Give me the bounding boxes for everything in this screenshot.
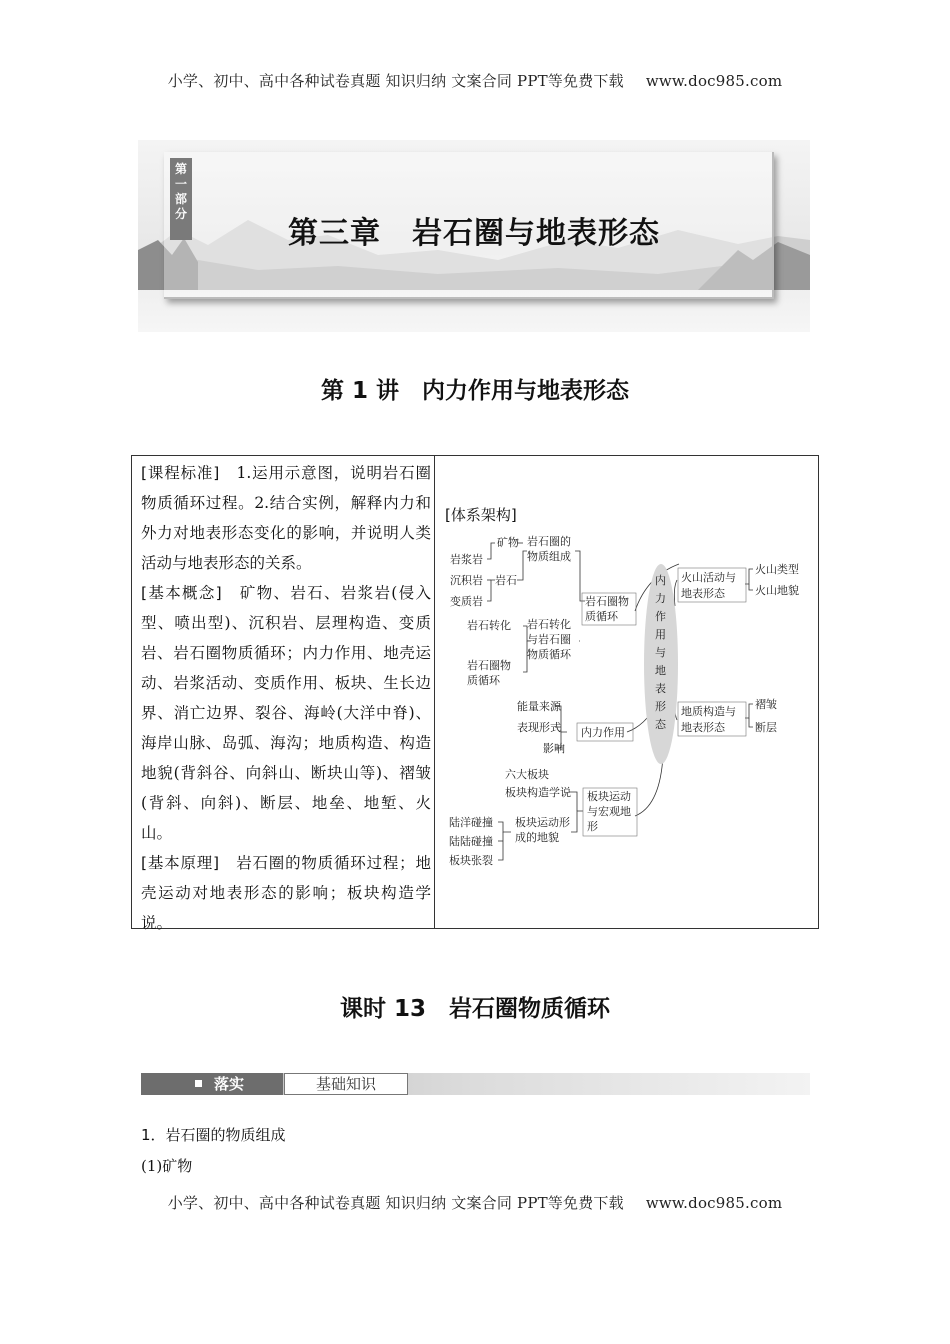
lecture-title: 第 1 讲 内力作用与地表形态: [320, 378, 630, 404]
node-plate-landform: 板块运动形: [515, 816, 570, 829]
standards-cell: [141, 458, 431, 938]
header-site: www.doc985.com: [645, 72, 783, 90]
node-land-land: 陆陆碰撞: [449, 835, 493, 848]
node-geo-structure: 地质构造与: [681, 705, 736, 718]
node-plate-macro-line2: 与宏观地: [587, 805, 631, 818]
node-rock-transform: 岩石转化: [467, 619, 511, 632]
node-cycle-line2: 质循环: [585, 610, 618, 623]
chapter-banner: [138, 140, 810, 332]
node-volcano-activity-line2: 地表形态: [681, 587, 725, 600]
node-fault: 断层: [755, 721, 777, 734]
footer-site: www.doc985.com: [645, 1194, 783, 1212]
center-char: 地: [655, 664, 666, 677]
overview-table: [131, 455, 819, 932]
node-sedimentary: 沉积岩: [450, 574, 483, 587]
center-char: 力: [655, 592, 666, 605]
node-composition-line2: 物质组成: [527, 550, 571, 563]
header-text: 小学、初中、高中各种试卷真题 知识归纳 文案合同 PPT等免费下载: [167, 72, 624, 90]
node-composition: 岩石圈的: [527, 535, 571, 548]
node-plate-macro-line3: 形: [587, 820, 598, 833]
section-bar-light: 基础知识: [284, 1073, 408, 1095]
node-lith-cycle: 岩石圈物: [467, 659, 511, 672]
node-volcano-activity: 火山活动与: [681, 571, 736, 584]
node-energy: 能量来源: [517, 700, 561, 713]
section-bar-dark: [141, 1073, 283, 1095]
part-label-char: 分: [174, 207, 187, 221]
node-rock: 岩石: [495, 574, 517, 587]
center-char: 作: [655, 610, 666, 623]
center-char: 内: [655, 574, 666, 587]
concept-text: 矿物、岩石、岩浆岩(侵入型、喷出型)、沉积岩、层理构造、变质岩、岩石圈物质循环；内力作用、地壳运动、岩浆活动、变质作用、板块、生长边界、消亡边界、裂谷、海岭(大洋中脊)、海岸山脉、岛弧、海沟；地质构造、构造地貌(背斜谷、向斜山、断块山等)、褶皱(背斜、向斜)、断层、地垒、地堑、火山。: [141, 584, 431, 842]
architecture-title: [体系架构]: [445, 506, 517, 524]
page-header: [0, 70, 950, 91]
center-char: 形: [655, 700, 666, 713]
center-char: 用: [655, 628, 666, 641]
part-label-char: 一: [174, 177, 187, 191]
part-label-char: 第: [174, 162, 187, 176]
node-cycle: 岩石圈物: [585, 595, 629, 608]
center-char: 表: [655, 682, 666, 695]
section-heading: 1．岩石圈的物质组成: [141, 1126, 286, 1144]
node-magmatic: 岩浆岩: [450, 553, 483, 566]
lesson-title: 课时 13 岩石圈物质循环: [339, 996, 610, 1022]
node-transform-cycle-line2: 与岩石圈: [527, 633, 571, 646]
node-six-plates: 六大板块: [505, 768, 549, 781]
node-plate-landform-line2: 成的地貌: [515, 831, 559, 844]
node-influence: 影响: [543, 742, 565, 755]
node-forms: 表现形式: [517, 721, 561, 734]
node-internal: 内力作用: [581, 726, 625, 739]
node-transform-cycle-line3: 物质循环: [527, 648, 571, 661]
principle-text: 岩石圈的物质循环过程；地壳运动对地表形态的影响；板块构造学说。: [141, 854, 431, 932]
principle-tag: [基本原理]: [141, 854, 220, 872]
node-volcano-landform: 火山地貌: [755, 584, 799, 597]
node-lith-cycle-line2: 质循环: [467, 674, 500, 687]
concept-tag: [基本概念]: [141, 584, 222, 602]
center-char: 态: [655, 718, 666, 731]
square-bullet-icon: [195, 1080, 202, 1087]
node-metamorphic: 变质岩: [450, 595, 483, 608]
center-node: [655, 573, 667, 731]
section-subheading: (1)矿物: [141, 1157, 193, 1175]
node-geo-structure-line2: 地表形态: [681, 721, 725, 734]
standard-tag: [课程标准]: [141, 464, 220, 482]
footer-text: 小学、初中、高中各种试卷真题 知识归纳 文案合同 PPT等免费下载: [167, 1194, 624, 1212]
node-mineral: 矿物: [497, 536, 519, 549]
standard-text: 1.运用示意图，说明岩石圈物质循环过程。2.结合实例，解释内力和外力对地表形态变化的影响，并说明人类活动与地表形态的关系。: [141, 464, 431, 572]
node-plate-macro: 板块运动: [587, 790, 631, 803]
part-label-char: 部: [174, 192, 187, 206]
node-ocean-land: 陆洋碰撞: [449, 816, 493, 829]
section-bar: [141, 1073, 810, 1095]
section-bar-dark-label: 落实: [214, 1075, 245, 1093]
page-footer: [0, 1192, 950, 1213]
architecture-cell: [435, 456, 819, 928]
concept-map: [435, 456, 819, 928]
node-fold: 褶皱: [755, 698, 777, 711]
chapter-title: 第三章 岩石圈与地表形态: [288, 216, 660, 251]
node-plate-theory: 板块构造学说: [505, 786, 571, 799]
node-volcano-type: 火山类型: [755, 563, 799, 576]
node-transform-cycle: 岩石转化: [527, 618, 571, 631]
center-char: 与: [655, 646, 666, 659]
node-plate-split: 板块张裂: [449, 854, 493, 867]
